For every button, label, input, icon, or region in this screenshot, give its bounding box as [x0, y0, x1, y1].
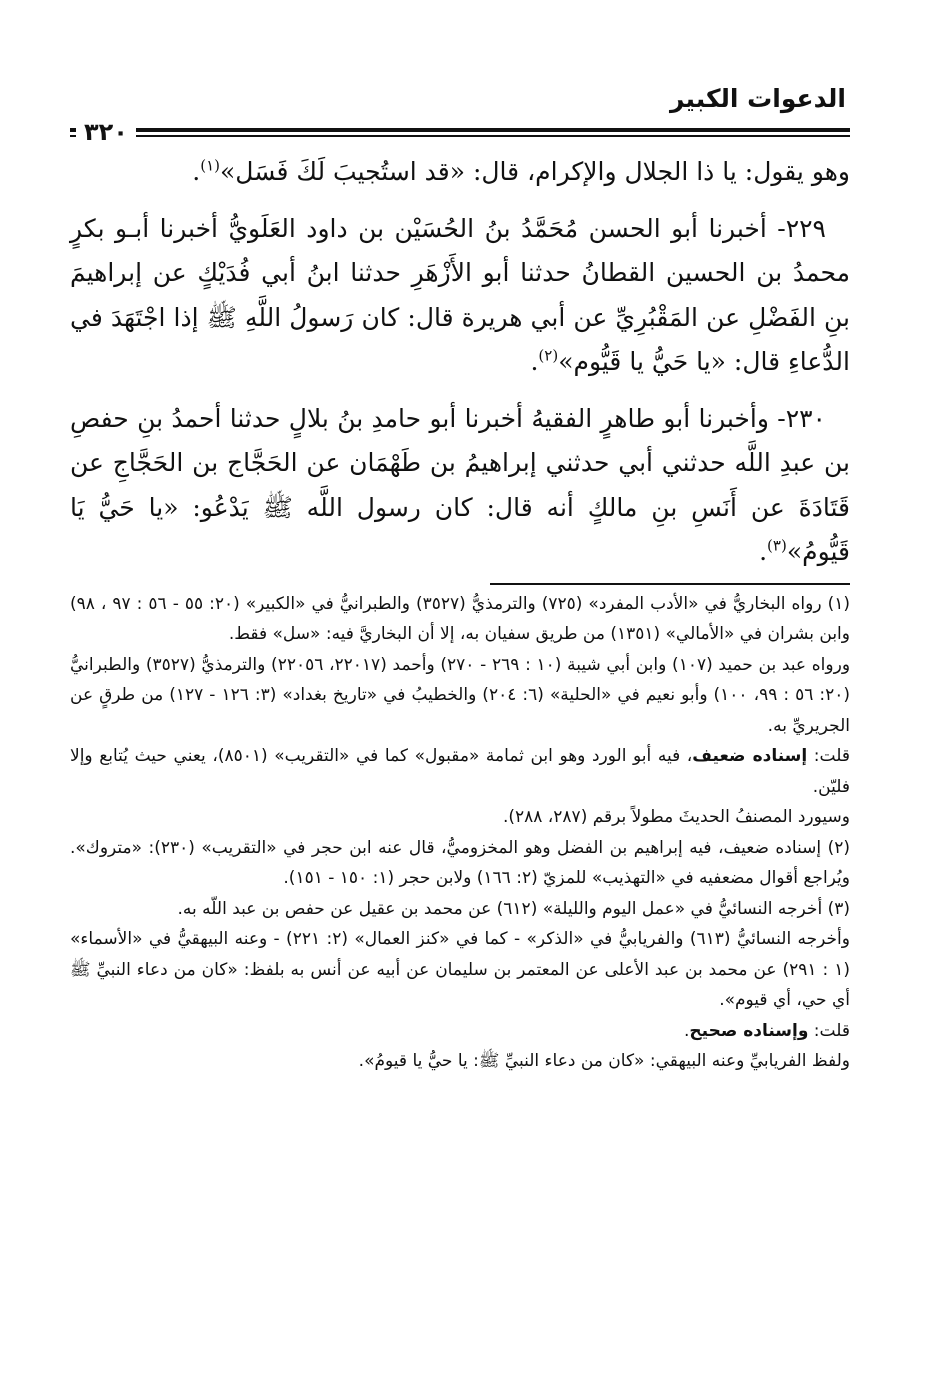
header-rule-thin	[70, 135, 850, 137]
book-page	[70, 78, 850, 1077]
footnote-separator	[490, 583, 850, 585]
paragraph-text: ٢٢٩- أخبرنا أبو الحسن مُحَمَّدُ بنُ الحُسَيْن بن داود العَلَويُّ أخبرنا أبـو بكرٍ محمدُ بن الحسين القطانُ حدثنا أبو الأَزْهَرِ حدثنا ابنُ أبي فُدَيْكٍ عن إبراهيمَ بنِ الفَضْلِ عن المَقْبُرِيِّ عن أبي هريرة قال: كان رَسولُ اللَّهِ ﷺ إذا اجْتَهَدَ في الدُّعاءِ قال: «يا حَيُّ يا قَيُّوم»	[70, 213, 850, 376]
paragraph-end: .	[192, 157, 201, 186]
paragraph-end: .	[530, 347, 539, 376]
hadith-230	[70, 397, 850, 575]
hadith-229	[70, 207, 850, 385]
footnote-ref: (٢)	[538, 346, 559, 365]
footnote-ref: (٣)	[767, 536, 787, 555]
footnotes	[70, 589, 850, 1077]
footnote-2: (٢) إسناده ضعيف، فيه إبراهيم بن الفضل وهو المخزوميُّ، قال عنه ابن حجر في «التقريب» (٢٣٠): «متروك». ويُراجع أقوال مضعفيه في «التهذيب» للمزيّ (٢: ١٦٦) ولابن حجر (١: ١٥٠ - ١٥١).	[70, 837, 850, 888]
footnote-1-c	[70, 741, 850, 802]
footnote-label: قلت:	[808, 1020, 850, 1041]
footnote-verdict: إسناده ضعيف	[692, 746, 808, 766]
footnote-3-c	[70, 1016, 850, 1047]
footnote-3-a: (٣) أخرجه النسائيُّ في «عمل اليوم والليلة» (٦١٢) عن محمد بن عقيل عن حفص بن عبد اللّه به.	[177, 898, 850, 919]
main-text	[70, 150, 850, 575]
spacer	[70, 385, 850, 397]
footnote-text: .	[684, 1020, 690, 1041]
header-rule-thick	[70, 128, 850, 132]
paragraph-continuation	[70, 150, 850, 195]
footnote-text: ، فيه أبو الورد وهو ابن ثمامة «مقبول» كما في «التقريب» (٨٥٠١)، يعني حيث يُتابع وإلا فليّن.	[70, 746, 850, 797]
footnote-3-b: وأخرجه النسائيُّ (٦١٣) والفريابيُّ في «الذكر» - كما في «كنز العمال» (٢: ٢٢١) - وعنه البيهقيُّ في «الأسماء» (١ : ٢٩١) عن محمد بن عبد الأعلى عن المعتمر بن سليمان عن أبيه عن أنس به بلفظ: «كان من دعاء النبيِّ ﷺ أي حي، أي قيوم».	[70, 929, 850, 1010]
footnote-ref: (١)	[200, 156, 220, 175]
paragraph-text: ٢٣٠- وأخبرنا أبو طاهرٍ الفقيهُ أخبرنا أبو حامدِ بنُ بلالٍ حدثنا أحمدُ بنِ حفصِ بن عبدِ اللَّه حدثني أبي حدثني إبراهيمُ بن طَهْمَان عن الحَجَّاج بن الحَجَّاجِ عن قَتَادَةَ عن أَنَسِ بنِ مالكٍ أنه قال: كان رسول اللَّه ﷺ يَدْعُو: «يا حَيُّ يَا قَيُّومُ»	[70, 403, 850, 566]
paragraph-end: .	[759, 537, 768, 566]
footnote-label: قلت:	[807, 746, 850, 766]
spacer	[70, 195, 850, 207]
footnote-verdict: وإسناده صحيح	[689, 1020, 809, 1041]
footnote-1-b: ورواه عبد بن حميد (١٠٧) وابن أبي شيبة (١٠ : ٢٦٩ - ٢٧٠) وأحمد (٢٢٠١٧، ٢٢٠٥٦) والترمذيُّ (٣٥٢٧) والطبرانيُّ (٢٠: ٥٦ : ٩٩، ١٠٠) وأبو نعيم في «الحلية» (٦: ٢٠٤) والخطيبُ في «تاريخ بغداد» (٣: ١٢٦ - ١٢٧) من طرقٍ عن الجريريِّ به.	[70, 654, 851, 736]
page-number: ٣٢٠	[76, 118, 136, 146]
paragraph-text: وهو يقول: يا ذا الجلال والإكرام، قال: «قد استُجيبَ لَكَ فَسَل»	[219, 157, 850, 186]
footnote-1-d: وسيورد المصنفُ الحديثَ مطولاً برقم (٢٨٧، ٢٨٨).	[502, 807, 850, 827]
page-header	[70, 78, 850, 146]
footnote-3-d: ولفظ الفريابيِّ وعنه البيهقي: «كان من دعاء النبيِّ ﷺ: يا حيُّ يا قيومُ».	[358, 1051, 850, 1071]
footnote-1-a: (١) رواه البخاريُّ في «الأدب المفرد» (٧٢٥) والترمذيُّ (٣٥٢٧) والطبرانيُّ في «الكبير» (٢٠: ٥٥ - ٥٦ : ٩٧ ، ٩٨) وابن بشران في «الأمالي» (١٣٥١) من طريق سفيان به، إلا أن البخاريَّ فيه: «سل» فقط.	[70, 593, 850, 644]
running-title: الدعوات الكبير	[669, 84, 846, 113]
